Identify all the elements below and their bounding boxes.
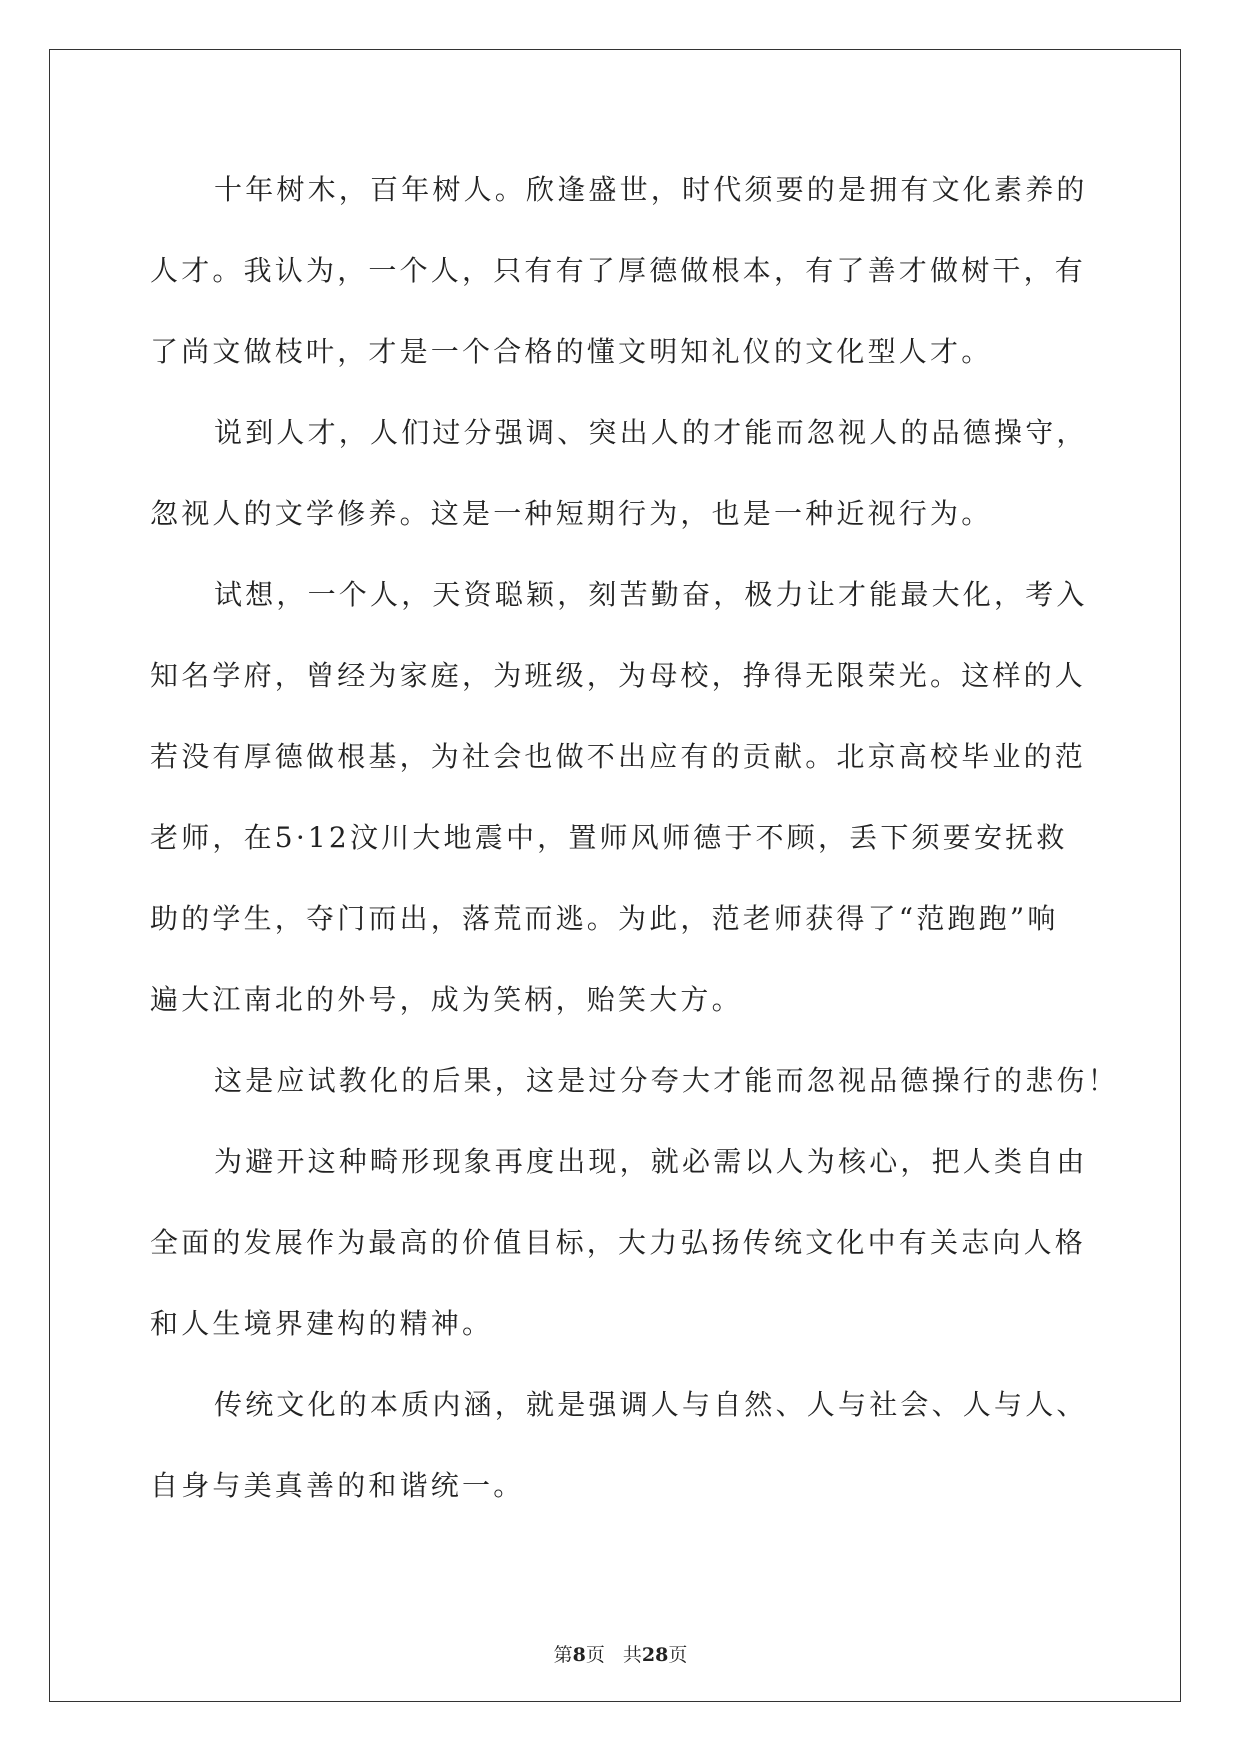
- paragraph-3-line-4: 老师，在5·12汶川大地震中，置师风师德于不顾，丢下须要安抚救: [150, 821, 1068, 854]
- paragraph-2-line-1: 说到人才，人们过分强调、突出人的才能而忽视人的品德操守，: [214, 416, 1088, 449]
- paragraph-1-line-2: 人才。我认为，一个人，只有有了厚德做根本，有了善才做树干，有: [150, 254, 1087, 287]
- page-footer: [0, 1640, 1241, 1667]
- paragraph-1-line-3: 了尚文做枝叶，才是一个合格的懂文明知礼仪的文化型人才。: [150, 335, 993, 368]
- paragraph-5-line-2: 全面的发展作为最高的价值目标，大力弘扬传统文化中有关志向人格: [150, 1226, 1087, 1259]
- paragraph-3-line-2: 知名学府，曾经为家庭，为班级，为母校，挣得无限荣光。这样的人: [150, 659, 1087, 692]
- paragraph-3-line-3: 若没有厚德做根基，为社会也做不出应有的贡献。北京高校毕业的范: [150, 740, 1087, 773]
- paragraph-6-line-1: 传统文化的本质内涵，就是强调人与自然、人与社会、人与人、: [214, 1388, 1088, 1421]
- total-prefix: 共: [622, 1644, 642, 1666]
- paragraph-5-line-1: 为避开这种畸形现象再度出现，就必需以人为核心，把人类自由: [214, 1145, 1088, 1178]
- paragraph-5-line-3: 和人生境界建构的精神。: [150, 1307, 494, 1340]
- paragraph-4-line-1: 这是应试教化的后果，这是过分夸大才能而忽视品德操行的悲伤！: [214, 1064, 1119, 1097]
- total-suffix: 页: [668, 1644, 688, 1666]
- paragraph-3-line-5: 助的学生，夺门而出，落荒而逃。为此，范老师获得了“范跑跑”响: [150, 902, 1059, 935]
- page-total: 28: [641, 1644, 669, 1666]
- page-suffix: 页: [585, 1644, 605, 1666]
- document-body: [150, 158, 1119, 1535]
- paragraph-3-line-1: 试想，一个人，天资聪颖，刻苦勤奋，极力让才能最大化，考入: [214, 578, 1088, 611]
- paragraph-6-line-2: 自身与美真善的和谐统一。: [150, 1469, 525, 1502]
- page-prefix: 第: [553, 1644, 573, 1666]
- page-current: 8: [572, 1644, 586, 1666]
- paragraph-2-line-2: 忽视人的文学修养。这是一种短期行为，也是一种近视行为。: [150, 497, 993, 530]
- paragraph-3-line-6: 遍大江南北的外号，成为笑柄，贻笑大方。: [150, 983, 743, 1016]
- paragraph-1-line-1: 十年树木，百年树人。欣逢盛世，时代须要的是拥有文化素养的: [214, 173, 1088, 206]
